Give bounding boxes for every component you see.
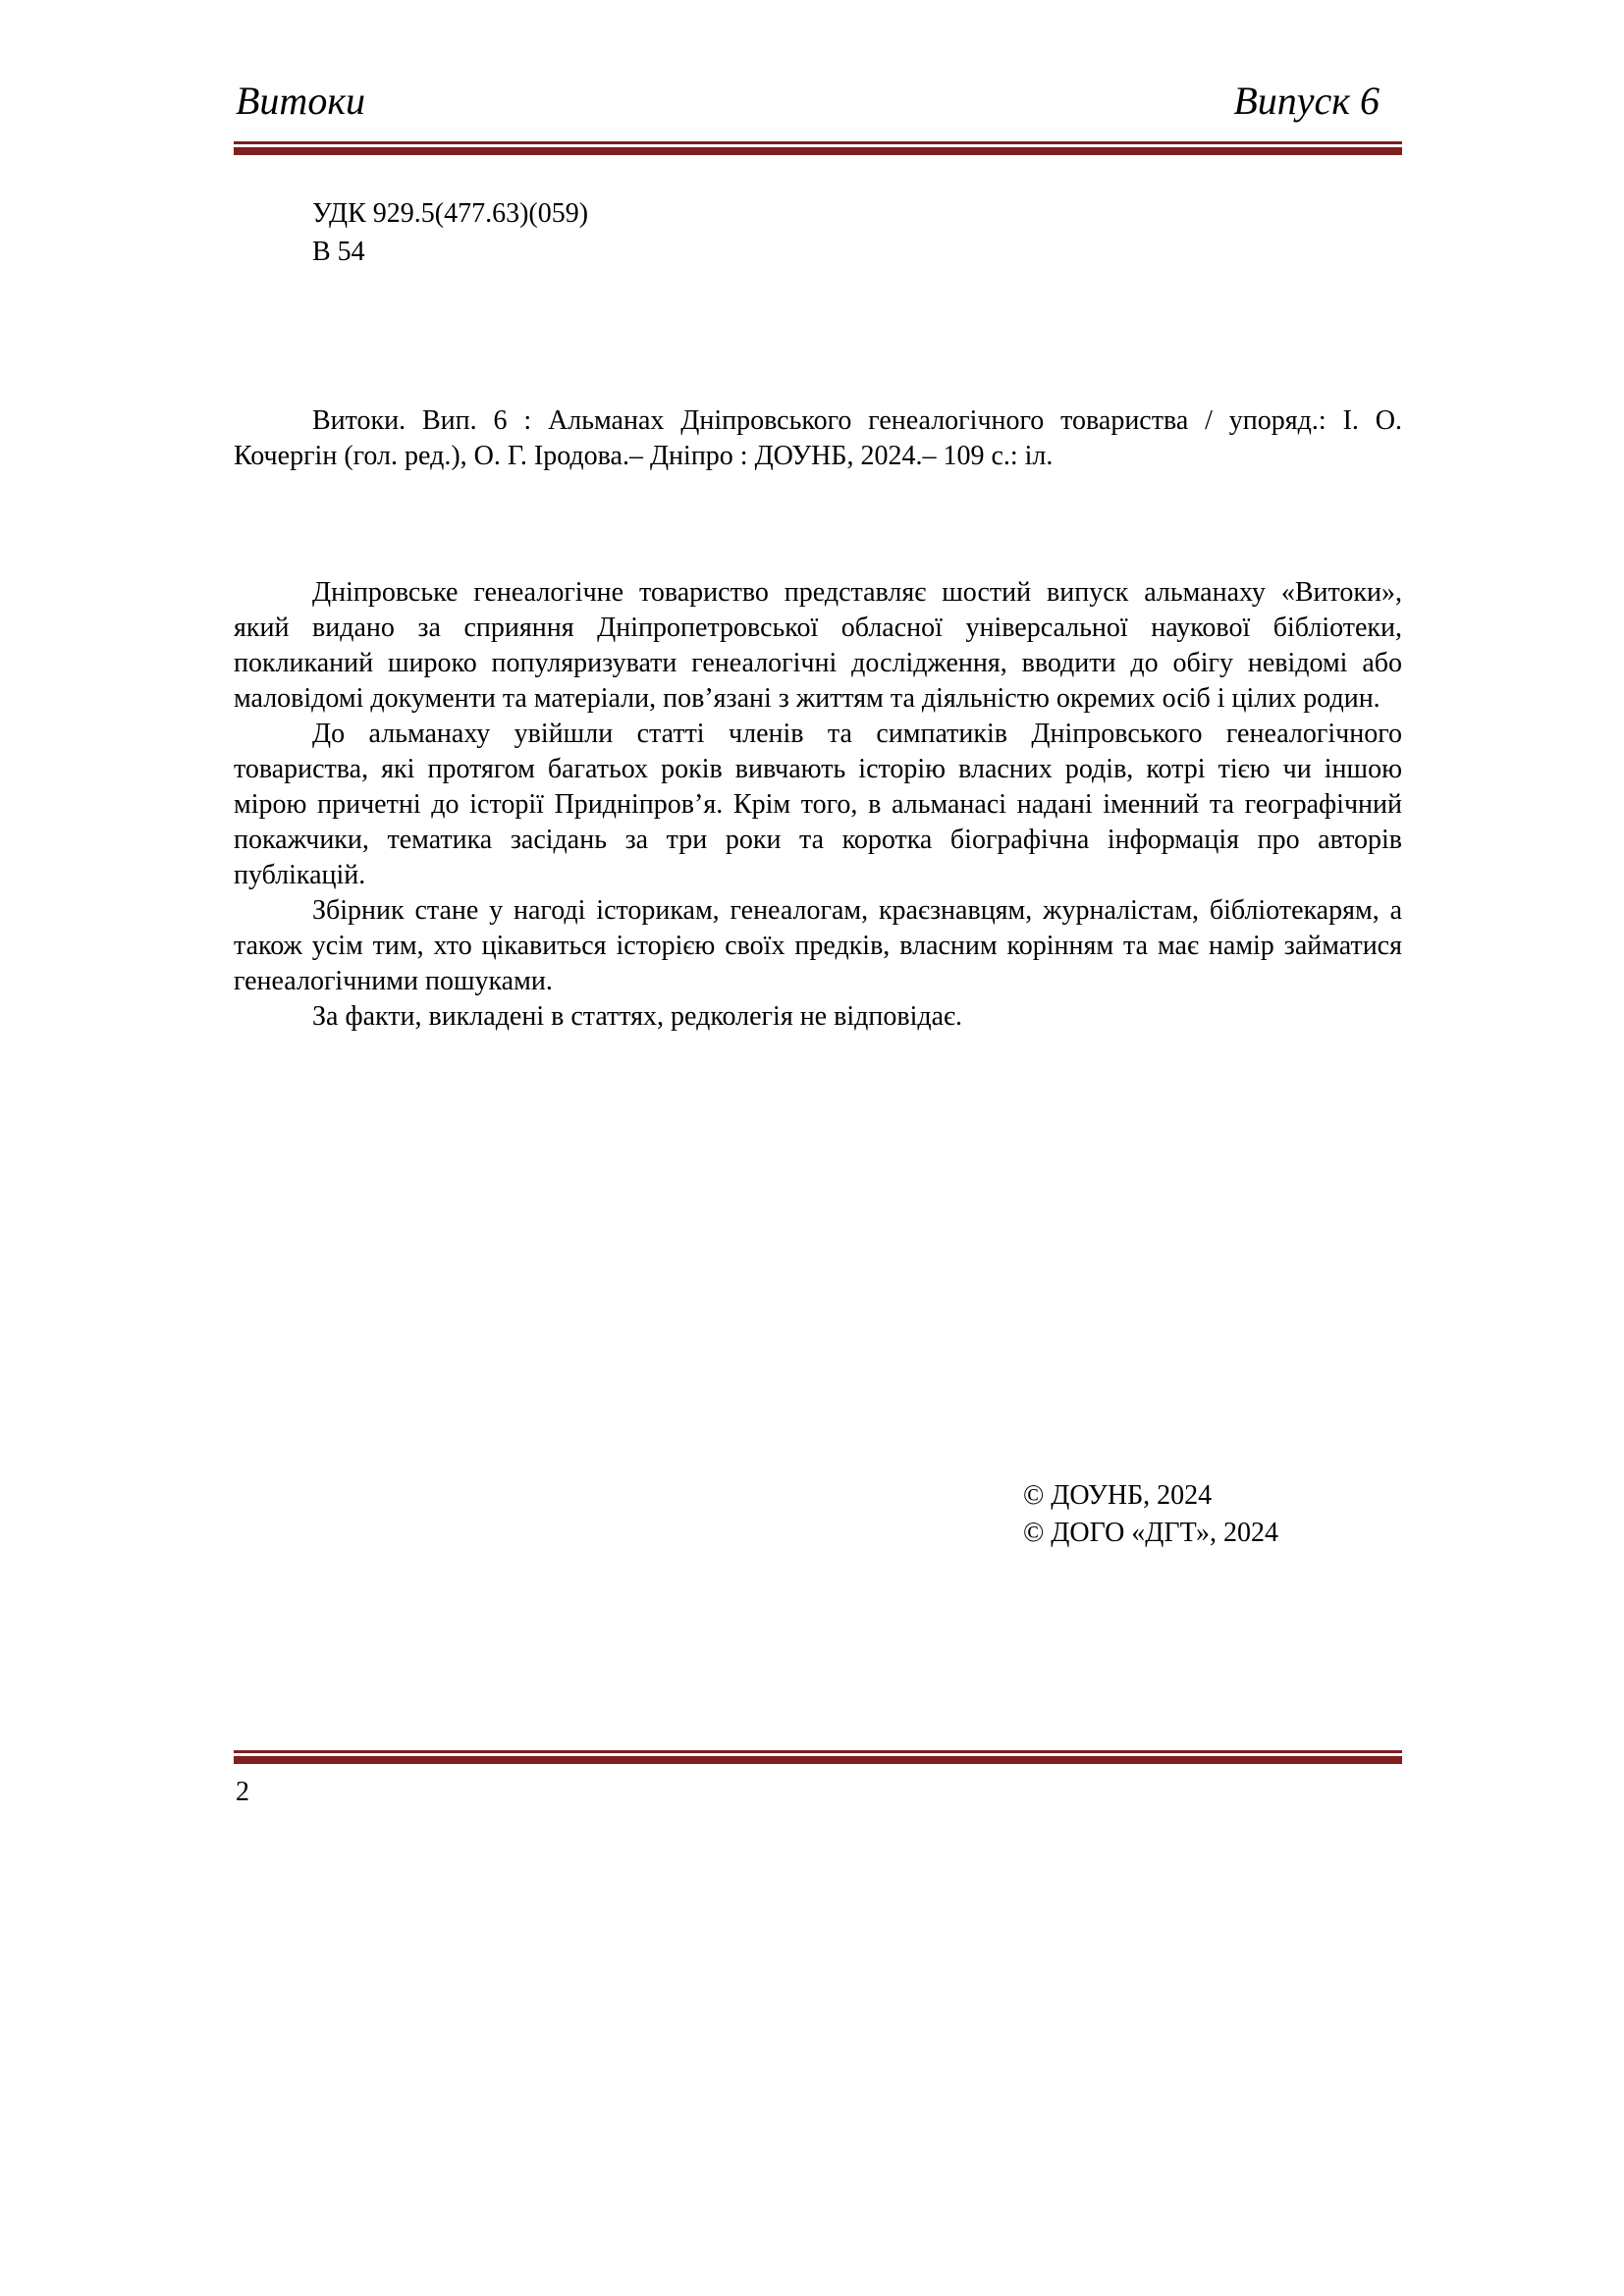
abstract	[234, 575, 1402, 1035]
abstract-paragraph: До альманаху увійшли статті членів та симпатиків Дніпровського генеалогічного товариства, які протягом багатьох років вивчають історію власних родів, котрі тією чи іншою мірою причетні до історії Придніпров’я. Крім того, в альманасі надані іменний та географічний покажчики, тематика засідань за три роки та коротка біографічна інформація про авторів публікацій.	[234, 719, 1402, 890]
copyright-society: © ДОГО «ДГТ», 2024	[1023, 1518, 1278, 1548]
abstract-paragraph: За факти, викладені в статтях, редколегія не відповідає.	[312, 1001, 963, 1032]
copyright-block	[1023, 1477, 1278, 1552]
author-sign: В 54	[312, 237, 365, 267]
running-header	[236, 77, 1380, 126]
copyright-library: © ДОУНБ, 2024	[1023, 1480, 1213, 1511]
abstract-paragraph: Дніпровське генеалогічне товариство представляє шостий випуск альманаху «Витоки», який видано за сприяння Дніпропетровської обласної універсальної наукової бібліотеки, покликаний широко популяризувати генеалогічні дослідження, вводити до обігу невідомі або маловідомі документи та матеріали, пов’язані з життям та діяльністю окремих осіб і цілих родин.	[234, 577, 1402, 714]
classification-block	[312, 194, 588, 271]
page-number: 2	[236, 1777, 249, 1807]
footer-rule	[234, 1750, 1402, 1764]
bibliographic-record: Витоки. Вип. 6 : Альманах Дніпровського генеалогічного товариства / упоряд.: І. О. Кочергін (гол. ред.), О. Г. Іродова.– Дніпро : ДОУНБ, 2024.– 109 с.: іл.	[234, 405, 1402, 471]
header-rule-thick-line	[234, 147, 1402, 155]
header-publication-title: Витоки	[236, 79, 366, 123]
abstract-paragraph: Збірник стане у нагоді історикам, генеалогам, краєзнавцям, журналістам, бібліотекарям, а також усім тим, хто цікавиться історією своїх предків, власним корінням та має намір займатися генеалогічними пошуками.	[234, 895, 1402, 996]
udk-code: УДК 929.5(477.63)(059)	[312, 198, 589, 229]
footer-rule-thick-line	[234, 1756, 1402, 1764]
header-rule	[234, 141, 1402, 155]
header-issue-number: Випуск 6	[1233, 79, 1380, 123]
